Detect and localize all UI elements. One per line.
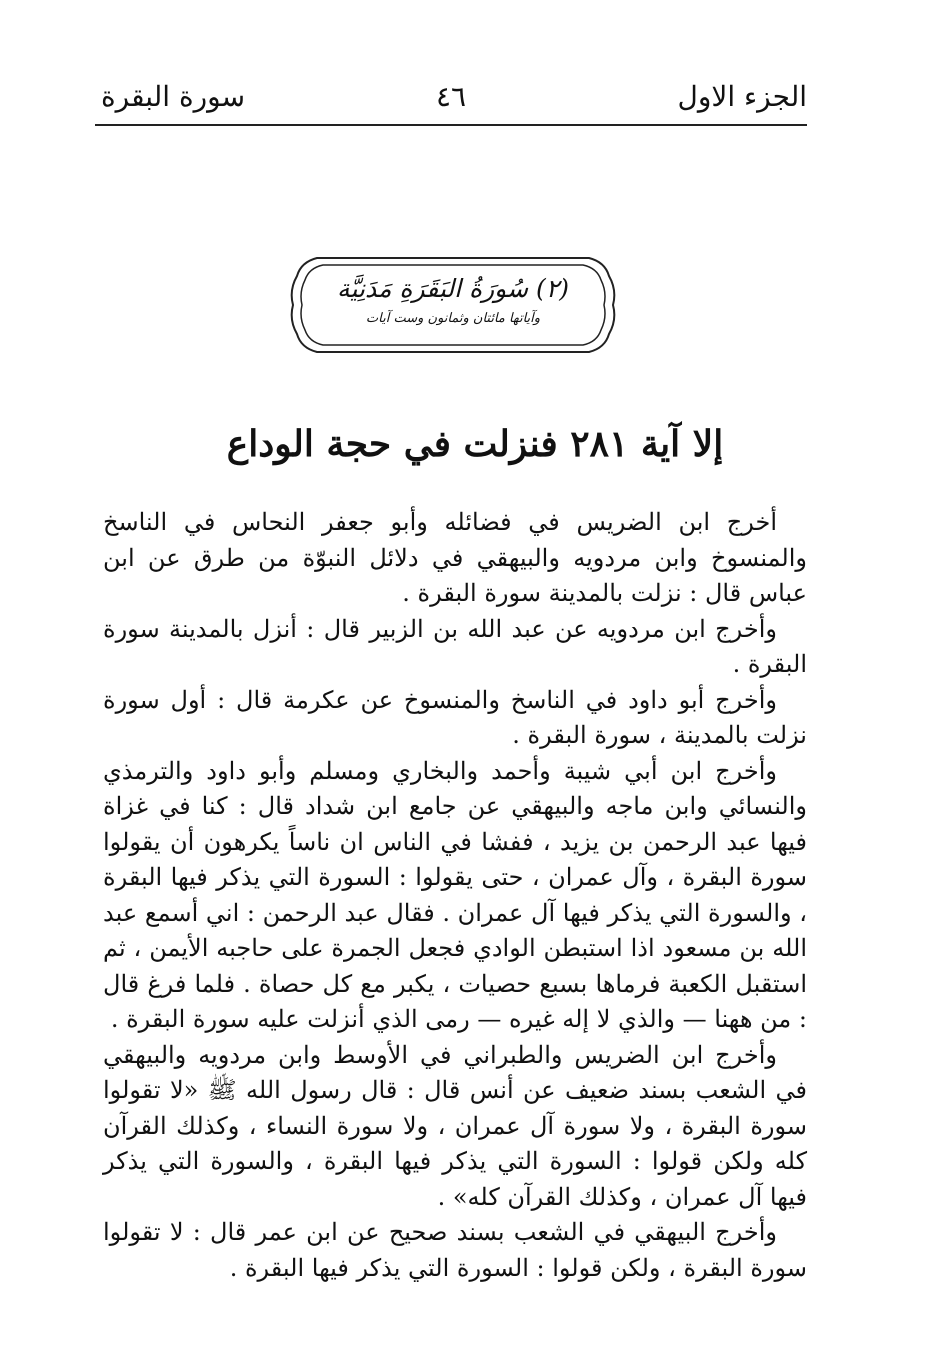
surah-name-label: سورة البقرة	[101, 80, 246, 113]
surah-verse-count: وآياتها مائتان وثمانون وست آيات	[365, 311, 541, 326]
page-number: ٤٦	[435, 80, 467, 113]
paragraph: وأخرج أبو داود في الناسخ والمنسوخ عن عكرمة قال : أول سورة نزلت بالمدينة ، سورة البقرة .	[103, 685, 807, 749]
paragraph: وأخرج البيهقي في الشعب بسند صحيح عن ابن عمر قال : لا تقولوا سورة البقرة ، ولكن قولوا : السورة التي يذكر فيها البقرة .	[103, 1218, 807, 1282]
paragraph: أخرج ابن الضريس في فضائله وأبو جعفر النحاس في الناسخ والمنسوخ وابن مردويه والبيهقي في دلائل النبوّة من طرق عن ابن عباس قال : نزلت بالمدينة سورة البقرة .	[103, 508, 807, 607]
volume-label: الجزء الاول	[677, 80, 807, 113]
surah-title: (٢) سُورَةُ البَقَرَةِ مَدَنِيَّة	[337, 274, 569, 303]
ornament-border-icon	[287, 256, 619, 354]
body-text	[103, 505, 807, 1286]
page-header	[95, 76, 807, 126]
section-heading: إلا آية ٢٨١ فنزلت في حجة الوداع	[226, 423, 724, 465]
paragraph: وأخرج ابن مردويه عن عبد الله بن الزبير قال : أنزل بالمدينة سورة البقرة .	[103, 614, 807, 678]
paragraph: وأخرج ابن الضريس والطبراني في الأوسط وابن مردويه والبيهقي في الشعب بسند ضعيف عن أنس قال : قال رسول الله ﷺ «لا تقولوا سورة البقرة ، ولا سورة آل عمران ، ولا سورة النساء ، وكذلك القرآن كله ولكن قولوا : السورة التي يذكر فيها البقرة ، والسورة التي يذكر فيها آل عمران ، وكذلك القرآن كله» .	[103, 1040, 807, 1211]
surah-ornament-frame	[287, 256, 619, 354]
header-divider	[95, 124, 807, 126]
paragraph: وأخرج ابن أبي شيبة وأحمد والبخاري ومسلم وأبو داود والترمذي والنسائي وابن ماجه والبيهقي عن جامع ابن شداد قال : كنا في غزاة فيها عبد الرحمن بن يزيد ، ففشا في الناس ان ناساً يكرهون أن يقولوا سورة البقرة ، وآل عمران ، حتى يقولوا : السورة التي يذكر فيها البقرة ، والسورة التي يذكر فيها آل عمران . فقال عبد الرحمن : اني أسمع عبد الله بن مسعود اذا استبطن الوادي فجعل الجمرة على حاجبه الأيمن ، ثم استقبل الكعبة فرماها بسبع حصيات ، يكبر مع كل حصاة . فلما فرغ قال : من ههنا — والذي لا إله غيره — رمى الذي أنزلت عليه سورة البقرة .	[103, 756, 807, 1033]
